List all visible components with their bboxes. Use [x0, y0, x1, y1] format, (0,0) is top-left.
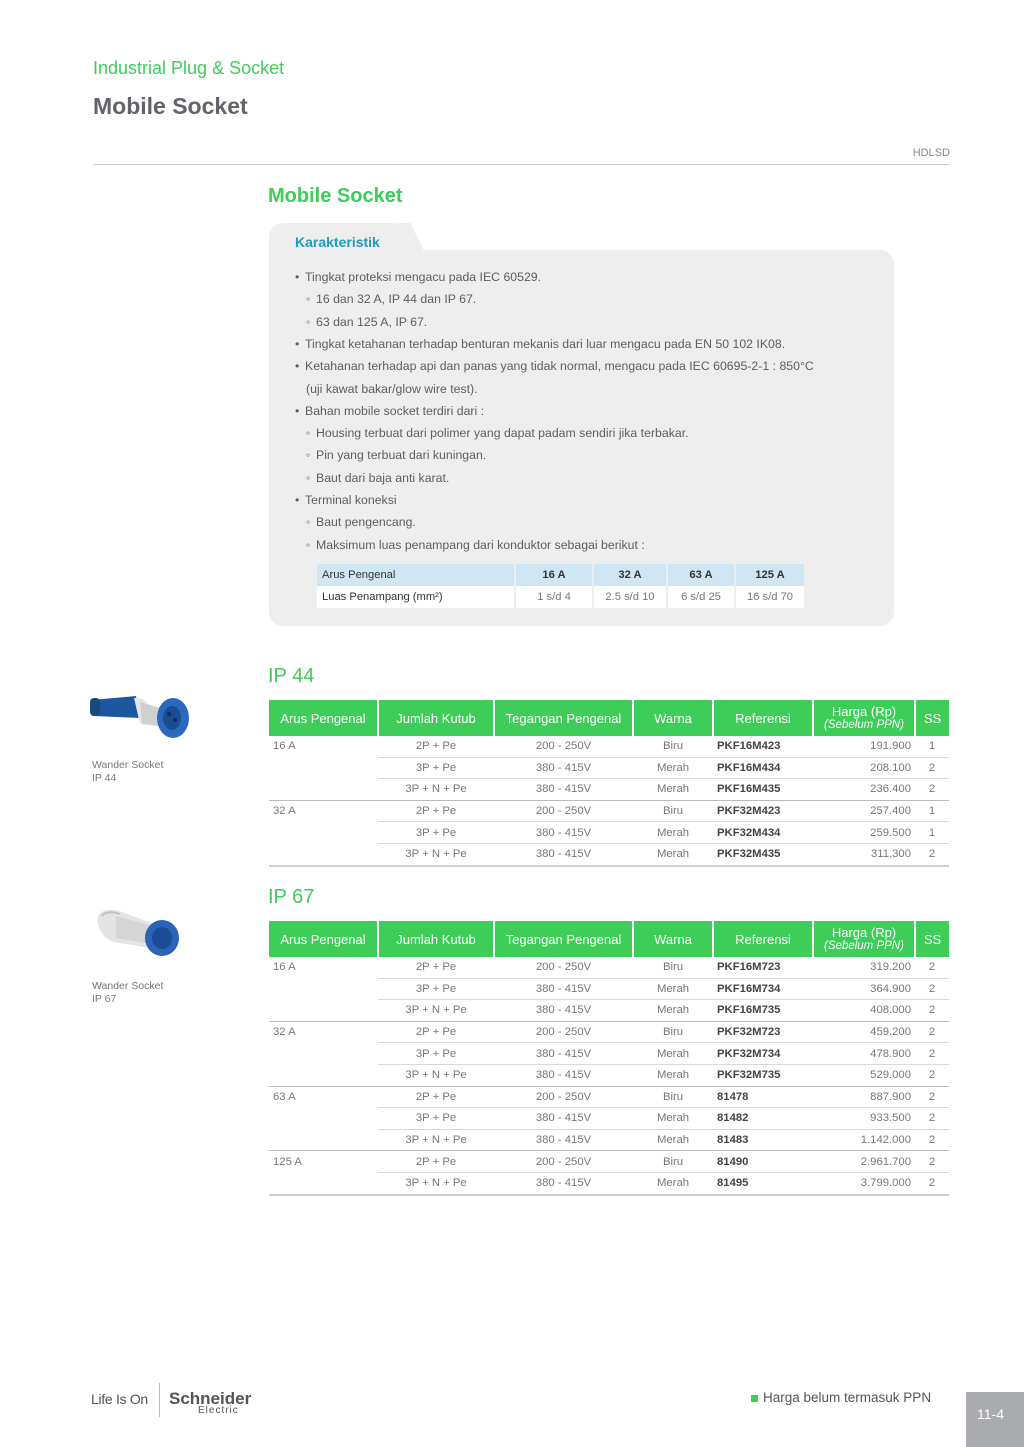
- cell-harga: 236.400: [813, 779, 915, 801]
- col-arus: Arus Pengenal: [269, 921, 378, 957]
- header-divider: [93, 164, 950, 165]
- cell-kutub: 3P + Pe: [378, 978, 494, 1000]
- table-row: [269, 1021, 949, 1043]
- conductor-table-header: [317, 564, 804, 586]
- characteristic-line: ◦ Maksimum luas penampang dari konduktor sebagai berikut :: [306, 537, 645, 552]
- characteristic-line: ◦ Pin yang terbuat dari kuningan.: [306, 448, 487, 463]
- table-row: [269, 1000, 949, 1022]
- cell-kutub: 3P + Pe: [378, 1108, 494, 1130]
- characteristic-line: ◦ Baut dari baja anti karat.: [306, 470, 450, 485]
- cell-warna: Merah: [633, 978, 713, 1000]
- table-row: [269, 1086, 949, 1108]
- ip67-caption: Wander Socket IP 67: [92, 980, 164, 1005]
- col-referensi: Referensi: [713, 921, 813, 957]
- characteristic-line: (uji kawat bakar/glow wire test).: [306, 381, 478, 396]
- cell-teg: 200 - 250V: [535, 961, 592, 974]
- cell-warna: Merah: [633, 822, 713, 844]
- characteristic-line: • Tingkat ketahanan terhadap benturan mekanis dari luar mengacu pada EN 50 102 IK08.: [295, 336, 786, 351]
- cell-teg: 200 - 250V: [494, 1151, 633, 1173]
- col-ss: SS: [915, 700, 949, 736]
- cell-teg: 380 - 415V: [494, 843, 633, 865]
- col-kutub: Jumlah Kutub: [378, 700, 494, 736]
- brand-logo: Schneider: [169, 1389, 252, 1408]
- cell-warna: Merah: [633, 1064, 713, 1086]
- cell-ref: PKF16M423: [717, 740, 781, 753]
- category-title: Industrial Plug & Socket: [93, 58, 285, 78]
- ip44-price-table: [269, 700, 949, 867]
- cell-teg: 380 - 415V: [494, 779, 633, 801]
- cell-kutub: 2P + Pe: [415, 740, 457, 753]
- cell-warna: Merah: [633, 1043, 713, 1065]
- cell-ss: 1: [915, 800, 949, 822]
- cell-warna: Merah: [633, 1108, 713, 1130]
- conductor-current: 32 A: [593, 564, 667, 586]
- cell-harga: 257.400: [813, 800, 915, 822]
- brand-logo-sub: Electric: [198, 1405, 239, 1416]
- characteristic-line: • Ketahanan terhadap api dan panas yang tidak normal, mengacu pada IEC 60695-2-1 : 850°C: [295, 359, 814, 374]
- col-tegangan: Tegangan Pengenal: [494, 921, 633, 957]
- cell-ss: 2: [915, 1086, 949, 1108]
- cell-arus: [269, 1172, 378, 1194]
- cell-ref: PKF16M734: [713, 978, 813, 1000]
- cell-kutub: 3P + N + Pe: [378, 1064, 494, 1086]
- table-row: [269, 1151, 949, 1173]
- cell-ref: PKF16M735: [713, 1000, 813, 1022]
- cross-section-value: 1 s/d 4: [515, 586, 593, 608]
- characteristic-line: • Terminal koneksi: [295, 493, 397, 507]
- cell-harga: 887.900: [813, 1086, 915, 1108]
- cell-arus: [269, 978, 378, 1000]
- table-row: [269, 1129, 949, 1151]
- conductor-table-row: [317, 586, 804, 608]
- cell-teg: 380 - 415V: [494, 1129, 633, 1151]
- cell-harga: 319.200: [870, 961, 911, 974]
- cell-teg: 380 - 415V: [494, 1172, 633, 1194]
- cell-kutub: 3P + N + Pe: [378, 1172, 494, 1194]
- cell-kutub: 2P + Pe: [415, 961, 457, 974]
- wander-socket-ip44-image: [88, 688, 192, 746]
- life-is-on-tagline: Life Is On: [91, 1391, 148, 1407]
- ip44-caption: Wander Socket IP 44: [92, 759, 164, 784]
- cell-warna: Merah: [633, 1172, 713, 1194]
- characteristics-title: Karakteristik: [295, 234, 380, 250]
- cell-ref: PKF16M434: [713, 757, 813, 779]
- cell-warna: Biru: [633, 1151, 713, 1173]
- table-header: [269, 921, 949, 957]
- cell-ref: 81478: [713, 1086, 813, 1108]
- cell-kutub: 3P + N + Pe: [378, 1000, 494, 1022]
- col-ss: SS: [915, 921, 949, 957]
- cell-ref: PKF32M735: [713, 1064, 813, 1086]
- conductor-current: 16 A: [515, 564, 593, 586]
- cell-kutub: 3P + Pe: [378, 1043, 494, 1065]
- cell-kutub: 2P + Pe: [378, 1151, 494, 1173]
- cell-ref: 81483: [713, 1129, 813, 1151]
- cell-kutub: 3P + N + Pe: [378, 779, 494, 801]
- table-row: [269, 1172, 949, 1194]
- table-row: [269, 800, 949, 822]
- cell-arus: [269, 1129, 378, 1151]
- cell-teg: 380 - 415V: [494, 757, 633, 779]
- cell-warna: Merah: [633, 779, 713, 801]
- cell-harga: 933.500: [813, 1108, 915, 1130]
- characteristic-line: ◦ Baut pengencang.: [306, 515, 416, 530]
- cell-warna: Biru: [633, 1086, 713, 1108]
- ip67-title: IP 67: [268, 886, 315, 908]
- cell-arus: 32 A: [269, 800, 378, 822]
- cell-harga: 311.300: [813, 843, 915, 865]
- cell-teg: 200 - 250V: [535, 740, 592, 753]
- cell-ss: 2: [915, 757, 949, 779]
- cell-teg: 200 - 250V: [494, 1086, 633, 1108]
- cell-ss: 1: [928, 740, 936, 753]
- col-warna: Warna: [633, 921, 713, 957]
- col-kutub: Jumlah Kutub: [378, 921, 494, 957]
- table-row: [269, 1064, 949, 1086]
- cell-kutub: 3P + N + Pe: [378, 1129, 494, 1151]
- price-note: Harga belum termasuk PPN: [763, 1390, 932, 1405]
- note-bullet-icon: [751, 1395, 758, 1402]
- cell-warna: Merah: [633, 757, 713, 779]
- cell-teg: 380 - 415V: [494, 1000, 633, 1022]
- cell-ref: PKF32M423: [713, 800, 813, 822]
- table-row: [269, 957, 949, 978]
- cell-arus: [269, 1108, 378, 1130]
- ip67-price-table: [269, 921, 949, 1196]
- cell-ss: 2: [915, 1151, 949, 1173]
- cell-kutub: 3P + Pe: [378, 757, 494, 779]
- table-row: [269, 736, 949, 757]
- cell-ss: 2: [915, 978, 949, 1000]
- cell-teg: 380 - 415V: [494, 1108, 633, 1130]
- cell-harga: 478.900: [813, 1043, 915, 1065]
- cell-teg: 200 - 250V: [494, 800, 633, 822]
- cell-arus: [269, 1043, 378, 1065]
- characteristic-line: • Tingkat proteksi mengacu pada IEC 60529.: [295, 270, 542, 284]
- cell-teg: 380 - 415V: [494, 1043, 633, 1065]
- wander-socket-ip67-image: [92, 902, 184, 964]
- cell-kutub: 2P + Pe: [378, 1021, 494, 1043]
- characteristic-line: ◦ 63 dan 125 A, IP 67.: [306, 314, 428, 329]
- col-arus: Arus Pengenal: [269, 700, 378, 736]
- cell-kutub: 2P + Pe: [378, 800, 494, 822]
- cross-section-value: 16 s/d 70: [735, 586, 804, 608]
- col-referensi: Referensi: [713, 700, 813, 736]
- cell-arus: 16 A: [273, 961, 296, 974]
- conductor-current: 125 A: [735, 564, 804, 586]
- page-number: 11-4: [977, 1406, 1004, 1422]
- cell-ref: 81495: [713, 1172, 813, 1194]
- cell-harga: 408.000: [813, 1000, 915, 1022]
- cell-warna: Biru: [633, 1021, 713, 1043]
- cell-ss: 2: [915, 1064, 949, 1086]
- cell-ref: 81482: [713, 1108, 813, 1130]
- table-row: [269, 779, 949, 801]
- conductor-table: [317, 564, 804, 608]
- table-row: [269, 843, 949, 865]
- cell-warna: Biru: [662, 961, 684, 974]
- cell-ref: PKF32M734: [713, 1043, 813, 1065]
- cell-arus: [269, 757, 378, 779]
- cell-ss: 2: [915, 1021, 949, 1043]
- cell-ss: 2: [915, 1129, 949, 1151]
- cell-arus: [269, 843, 378, 865]
- section-title: Mobile Socket: [268, 185, 403, 207]
- cell-arus: 63 A: [269, 1086, 378, 1108]
- characteristic-line: • Bahan mobile socket terdiri dari :: [295, 403, 485, 418]
- cell-teg: 380 - 415V: [494, 822, 633, 844]
- cell-harga: 259.500: [813, 822, 915, 844]
- cell-ss: 1: [915, 822, 949, 844]
- cell-warna: Merah: [633, 1000, 713, 1022]
- cell-arus: 16 A: [273, 740, 296, 753]
- logo-divider: [159, 1383, 160, 1417]
- table-row: [269, 822, 949, 844]
- conductor-current: 63 A: [667, 564, 735, 586]
- cell-ss: 2: [915, 1000, 949, 1022]
- cell-warna: Biru: [662, 740, 684, 753]
- page-title: Mobile Socket: [93, 93, 248, 119]
- col-harga: Harga (Rp) (Sebelum PPN): [813, 700, 915, 736]
- cell-ss: 2: [915, 1172, 949, 1194]
- cell-kutub: 2P + Pe: [378, 1086, 494, 1108]
- cell-teg: 380 - 415V: [494, 1064, 633, 1086]
- table-row: [269, 1043, 949, 1065]
- cell-arus: [269, 1000, 378, 1022]
- ip44-title: IP 44: [268, 665, 315, 687]
- table-row: [269, 1108, 949, 1130]
- cell-harga: 1.142.000: [813, 1129, 915, 1151]
- cell-harga: 2.961.700: [813, 1151, 915, 1173]
- product-code: HDLSD: [912, 147, 950, 159]
- cell-arus: 32 A: [269, 1021, 378, 1043]
- col-warna: Warna: [633, 700, 713, 736]
- cell-harga: 208.100: [813, 757, 915, 779]
- cell-kutub: 3P + Pe: [378, 822, 494, 844]
- cell-ref: PKF32M434: [713, 822, 813, 844]
- cell-teg: 200 - 250V: [494, 1021, 633, 1043]
- cell-harga: 3.799.000: [813, 1172, 915, 1194]
- cell-kutub: 3P + N + Pe: [378, 843, 494, 865]
- characteristic-line: ◦ Housing terbuat dari polimer yang dapat padam sendiri jika terbakar.: [306, 426, 689, 441]
- cross-section-label: Luas Penampang (mm²): [317, 586, 515, 608]
- cell-ss: 2: [915, 1043, 949, 1065]
- cell-ref: PKF32M723: [713, 1021, 813, 1043]
- cell-ss: 2: [915, 779, 949, 801]
- cell-harga: 364.900: [813, 978, 915, 1000]
- table-header: [269, 700, 949, 736]
- characteristic-line: ◦ 16 dan 32 A, IP 44 dan IP 67.: [306, 292, 477, 307]
- cell-ss: 2: [928, 961, 936, 974]
- cell-arus: [269, 779, 378, 801]
- cell-teg: 380 - 415V: [494, 978, 633, 1000]
- cell-harga: 529.000: [813, 1064, 915, 1086]
- cell-ref: PKF32M435: [713, 843, 813, 865]
- cell-ref: 81490: [713, 1151, 813, 1173]
- cell-ss: 2: [915, 843, 949, 865]
- cell-ss: 2: [915, 1108, 949, 1130]
- conductor-label: Arus Pengenal: [317, 564, 515, 586]
- cross-section-value: 2.5 s/d 10: [593, 586, 667, 608]
- cell-warna: Merah: [633, 1129, 713, 1151]
- table-row: [269, 978, 949, 1000]
- cross-section-value: 6 s/d 25: [667, 586, 735, 608]
- cell-warna: Biru: [633, 800, 713, 822]
- cell-ref: PKF16M435: [713, 779, 813, 801]
- cell-arus: [269, 822, 378, 844]
- cell-warna: Merah: [633, 843, 713, 865]
- cell-arus: 125 A: [269, 1151, 378, 1173]
- cell-ref: PKF16M723: [717, 961, 781, 974]
- cell-arus: [269, 1064, 378, 1086]
- cell-harga: 191.900: [870, 740, 911, 753]
- col-tegangan: Tegangan Pengenal: [494, 700, 633, 736]
- table-row: [269, 757, 949, 779]
- col-harga: Harga (Rp) (Sebelum PPN): [813, 921, 915, 957]
- cell-harga: 459.200: [813, 1021, 915, 1043]
